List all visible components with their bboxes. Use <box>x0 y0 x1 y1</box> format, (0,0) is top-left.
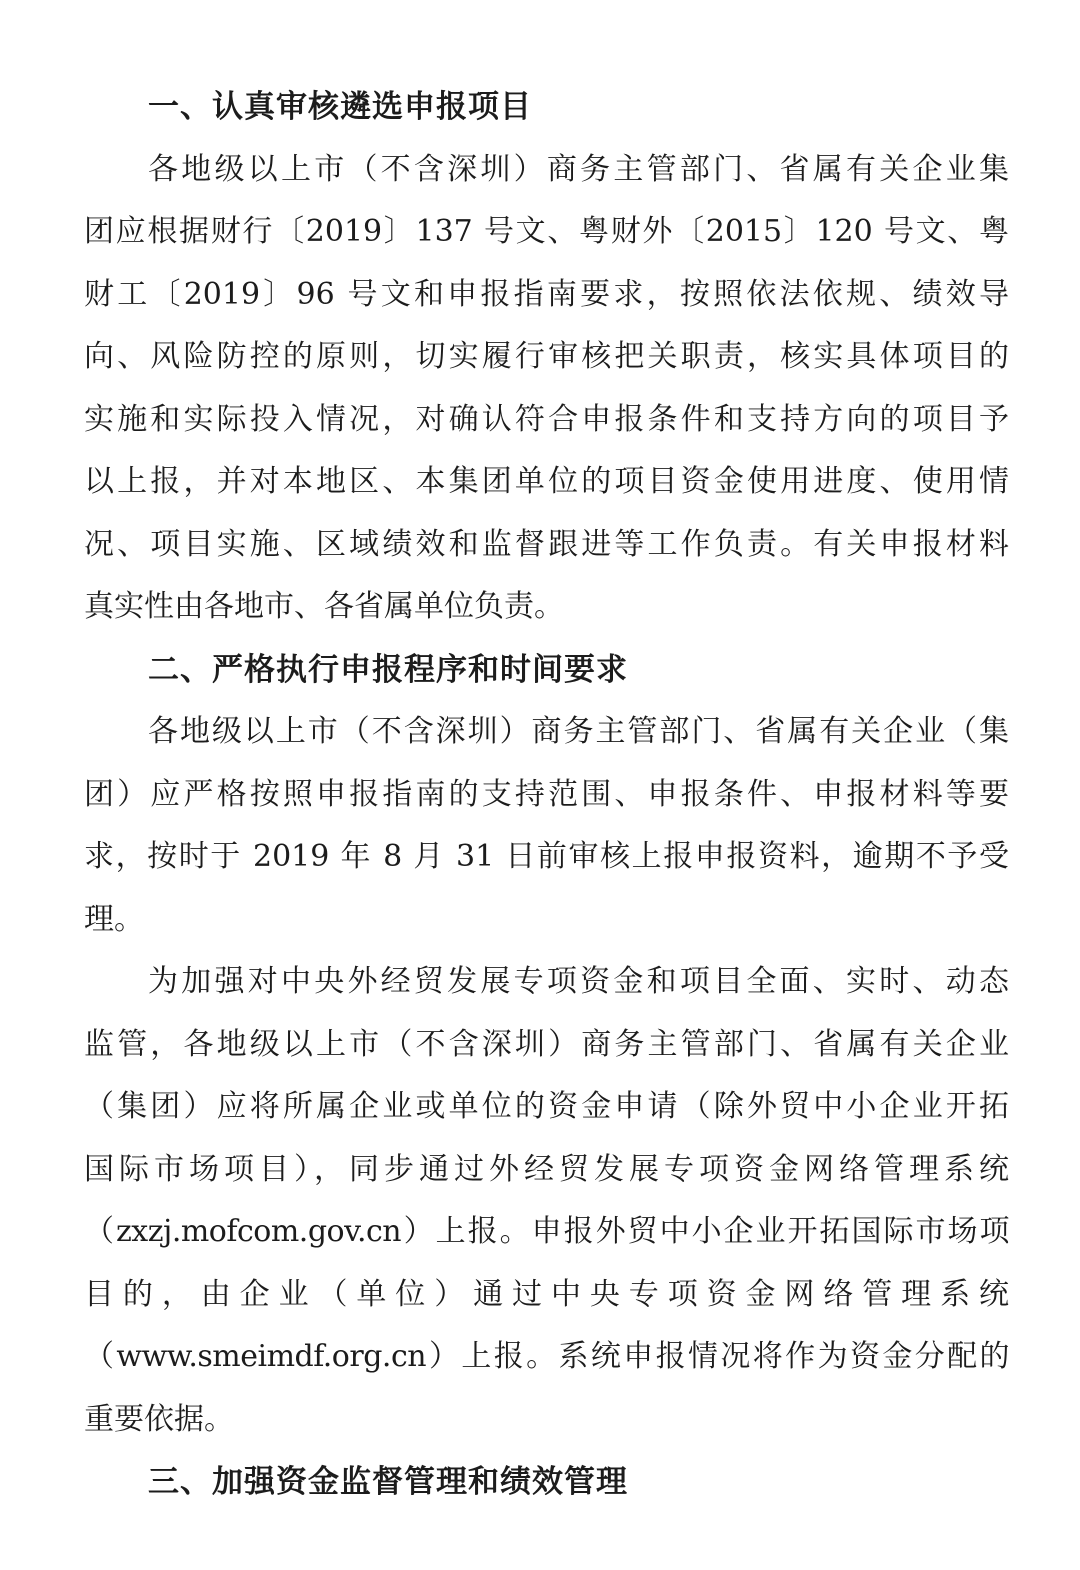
text-line: 实施和实际投入情况，对确认符合申报条件和支持方向的项目予 <box>84 401 1009 437</box>
section-1-paragraph-1 <box>84 139 1009 639</box>
text-line: 团）应严格按照申报指南的支持范围、申报条件、申报材料等要 <box>84 776 1009 812</box>
text-line: （集团）应将所属企业或单位的资金申请（除外贸中小企业开拓 <box>84 1089 1009 1124</box>
text-line: 重要依据。 <box>84 1401 234 1437</box>
document-page <box>84 76 1009 1514</box>
text-line: 向、风险防控的原则，切实履行审核把关职责，核实具体项目的 <box>84 339 1009 374</box>
text-line: 各地级以上市（不含深圳）商务主管部门、省属有关企业集 <box>148 151 1009 187</box>
section-heading-1: 一、认真审核遴选申报项目 <box>148 89 532 125</box>
section-2-paragraph-2 <box>84 951 1009 1451</box>
text-line: 监管，各地级以上市（不含深圳）商务主管部门、省属有关企业 <box>84 1026 1009 1062</box>
text-line: 团应根据财行〔2019〕137 号文、粤财外〔2015〕120 号文、粤 <box>84 214 1009 249</box>
text-line: 国际市场项目），同步通过外经贸发展专项资金网络管理系统 <box>84 1151 1009 1187</box>
text-line: 理。 <box>84 901 144 937</box>
section-2-paragraph-1 <box>84 701 1009 951</box>
text-line: 财工〔2019〕96 号文和申报指南要求，按照依法依规、绩效导 <box>84 276 1009 312</box>
text-line: （zxzj.mofcom.gov.cn）上报。申报外贸中小企业开拓国际市场项 <box>84 1214 1009 1249</box>
text-line: 为加强对中央外经贸发展专项资金和项目全面、实时、动态 <box>148 964 1009 999</box>
text-line: 各地级以上市（不含深圳）商务主管部门、省属有关企业（集 <box>148 714 1009 749</box>
text-line: 求，按时于 2019 年 8 月 31 日前审核上报申报资料，逾期不予受 <box>84 839 1009 874</box>
text-line: （www.smeimdf.org.cn）上报。系统申报情况将作为资金分配的 <box>84 1339 1009 1374</box>
text-line: 以上报，并对本地区、本集团单位的项目资金使用进度、使用情 <box>84 464 1009 499</box>
text-line: 目的，由企业（单位）通过中央专项资金网络管理系统 <box>84 1276 1009 1312</box>
section-heading-2: 二、严格执行申报程序和时间要求 <box>148 651 628 688</box>
text-line: 况、项目实施、区域绩效和监督跟进等工作负责。有关申报材料 <box>84 526 1009 562</box>
section-heading-3: 三、加强资金监督管理和绩效管理 <box>148 1464 628 1500</box>
text-line: 真实性由各地市、各省属单位负责。 <box>84 589 564 624</box>
